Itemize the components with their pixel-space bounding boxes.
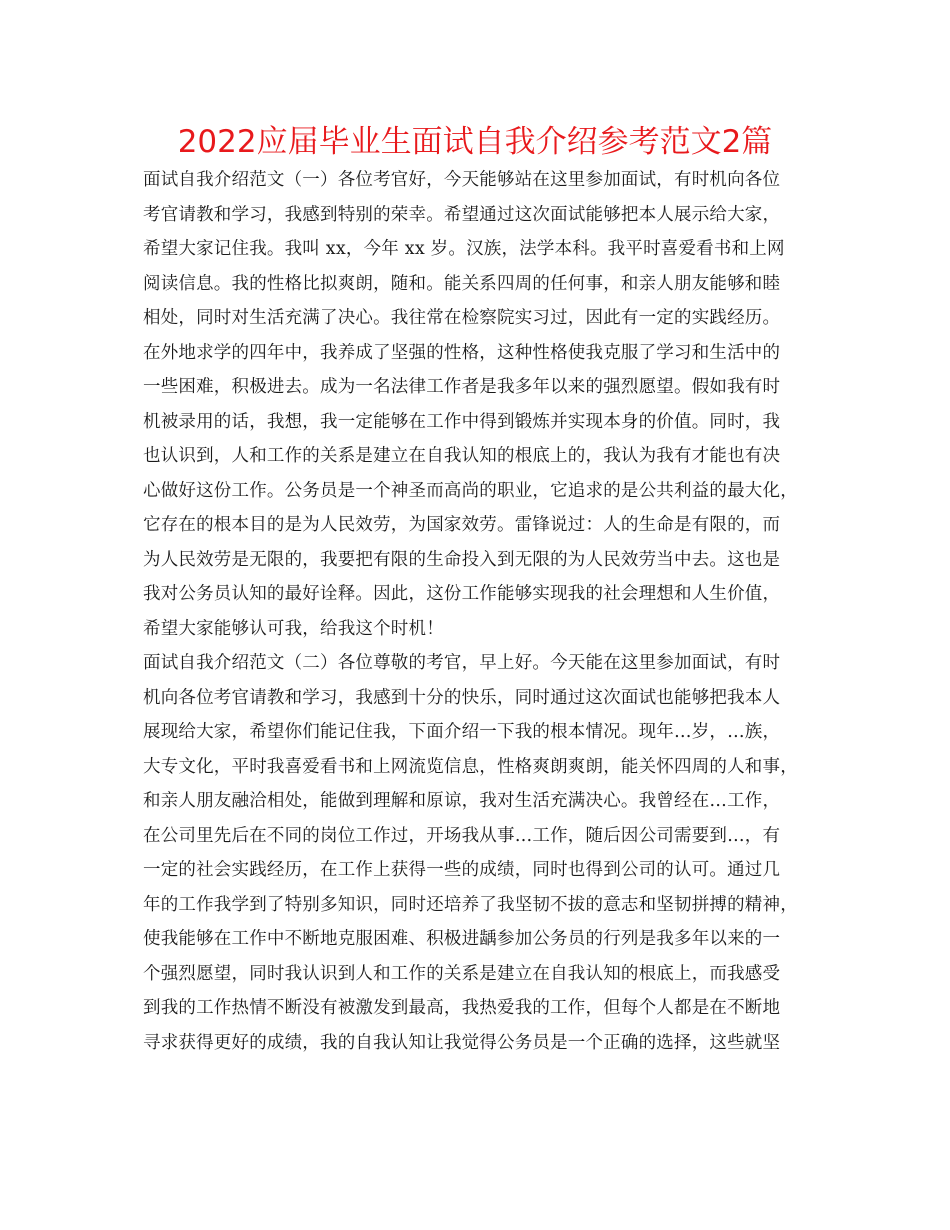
body-line: 到我的工作热情不断没有被激发到最高，我热爱我的工作，但每个人都是在不断地 [143, 998, 781, 1018]
body-line: 个强烈愿望，同时我认识到人和工作的关系是建立在自我认知的根底上，而我感受 [143, 963, 781, 984]
body-line: 一定的社会实践经历，在工作上获得一些的成绩，同时也得到公司的认可。通过几 [143, 860, 781, 880]
body-line: 展现给大家，希望你们能记住我，下面介绍一下我的根本情况。现年…岁，…族， [143, 722, 781, 742]
body-line: 阅读信息。我的性格比拟爽朗，随和。能关系四周的任何事，和亲人朋友能够和睦 [143, 273, 781, 294]
body-line: 面试自我介绍范文（一）各位考官好，今天能够站在这里参加面试，有时机向各位 [143, 170, 781, 190]
body-line: 年的工作我学到了特别多知识，同时还培养了我坚韧不拔的意志和坚韧拼搏的精神， [143, 894, 798, 915]
body-line: 心做好这份工作。公务员是一个神圣而高尚的职业，它追求的是公共利益的最大化， [143, 480, 798, 501]
body-line: 相处，同时对生活充满了决心。我往常在检察院实习过，因此有一定的实践经历。 [143, 308, 781, 328]
body-line: 也认识到，人和工作的关系是建立在自我认知的根底上的，我认为我有才能也有决 [143, 446, 781, 466]
body-line: 为人民效劳是无限的，我要把有限的生命投入到无限的为人民效劳当中去。这也是 [143, 549, 781, 570]
body-line: 希望大家能够认可我，给我这个时机！ [143, 618, 444, 639]
body-line: 希望大家记住我。我叫 xx，今年 xx 岁。汉族，法学本科。我平时喜爱看书和上网 [143, 239, 785, 259]
body-line: 我对公务员认知的最好诠释。因此，这份工作能够实现我的社会理想和人生价值， [143, 584, 781, 604]
body-line: 寻求获得更好的成绩，我的自我认知让我觉得公务员是一个正确的选择，这些就坚 [143, 1032, 781, 1053]
body-line: 和亲人朋友融洽相处，能做到理解和原谅，我对生活充满决心。我曾经在…工作， [143, 791, 781, 811]
body-line: 面试自我介绍范文（二）各位尊敬的考官，早上好。今天能在这里参加面试，有时 [143, 653, 781, 673]
body-line: 机向各位考官请教和学习，我感到十分的快乐，同时通过这次面试也能够把我本人 [143, 687, 781, 708]
body-line: 考官请教和学习，我感到特别的荣幸。希望通过这次面试能够把本人展示给大家， [143, 204, 781, 225]
body-line: 一些困难，积极进去。成为一名法律工作者是我多年以来的强烈愿望。假如我有时 [143, 377, 781, 397]
document-body [143, 163, 823, 1060]
body-line: 它存在的根本目的是为人民效劳，为国家效劳。雷锋说过：人的生命是有限的，而 [143, 515, 781, 535]
body-line: 大专文化，平时我喜爱看书和上网流览信息，性格爽朗爽朗，能关怀四周的人和事， [143, 756, 798, 777]
body-line: 在外地求学的四年中，我养成了坚强的性格，这种性格使我克服了学习和生活中的 [143, 342, 781, 363]
body-line: 在公司里先后在不同的岗位工作过，开场我从事…工作，随后因公司需要到…，有 [143, 825, 781, 846]
body-line: 使我能够在工作中不断地克服困难、积极进龋参加公务员的行列是我多年以来的一 [143, 929, 781, 949]
body-line: 机被录用的话，我想，我一定能够在工作中得到锻炼并实现本身的价值。同时，我 [143, 411, 781, 432]
document-title: 2022应届毕业生面试自我介绍参考范文2篇 [177, 124, 773, 160]
